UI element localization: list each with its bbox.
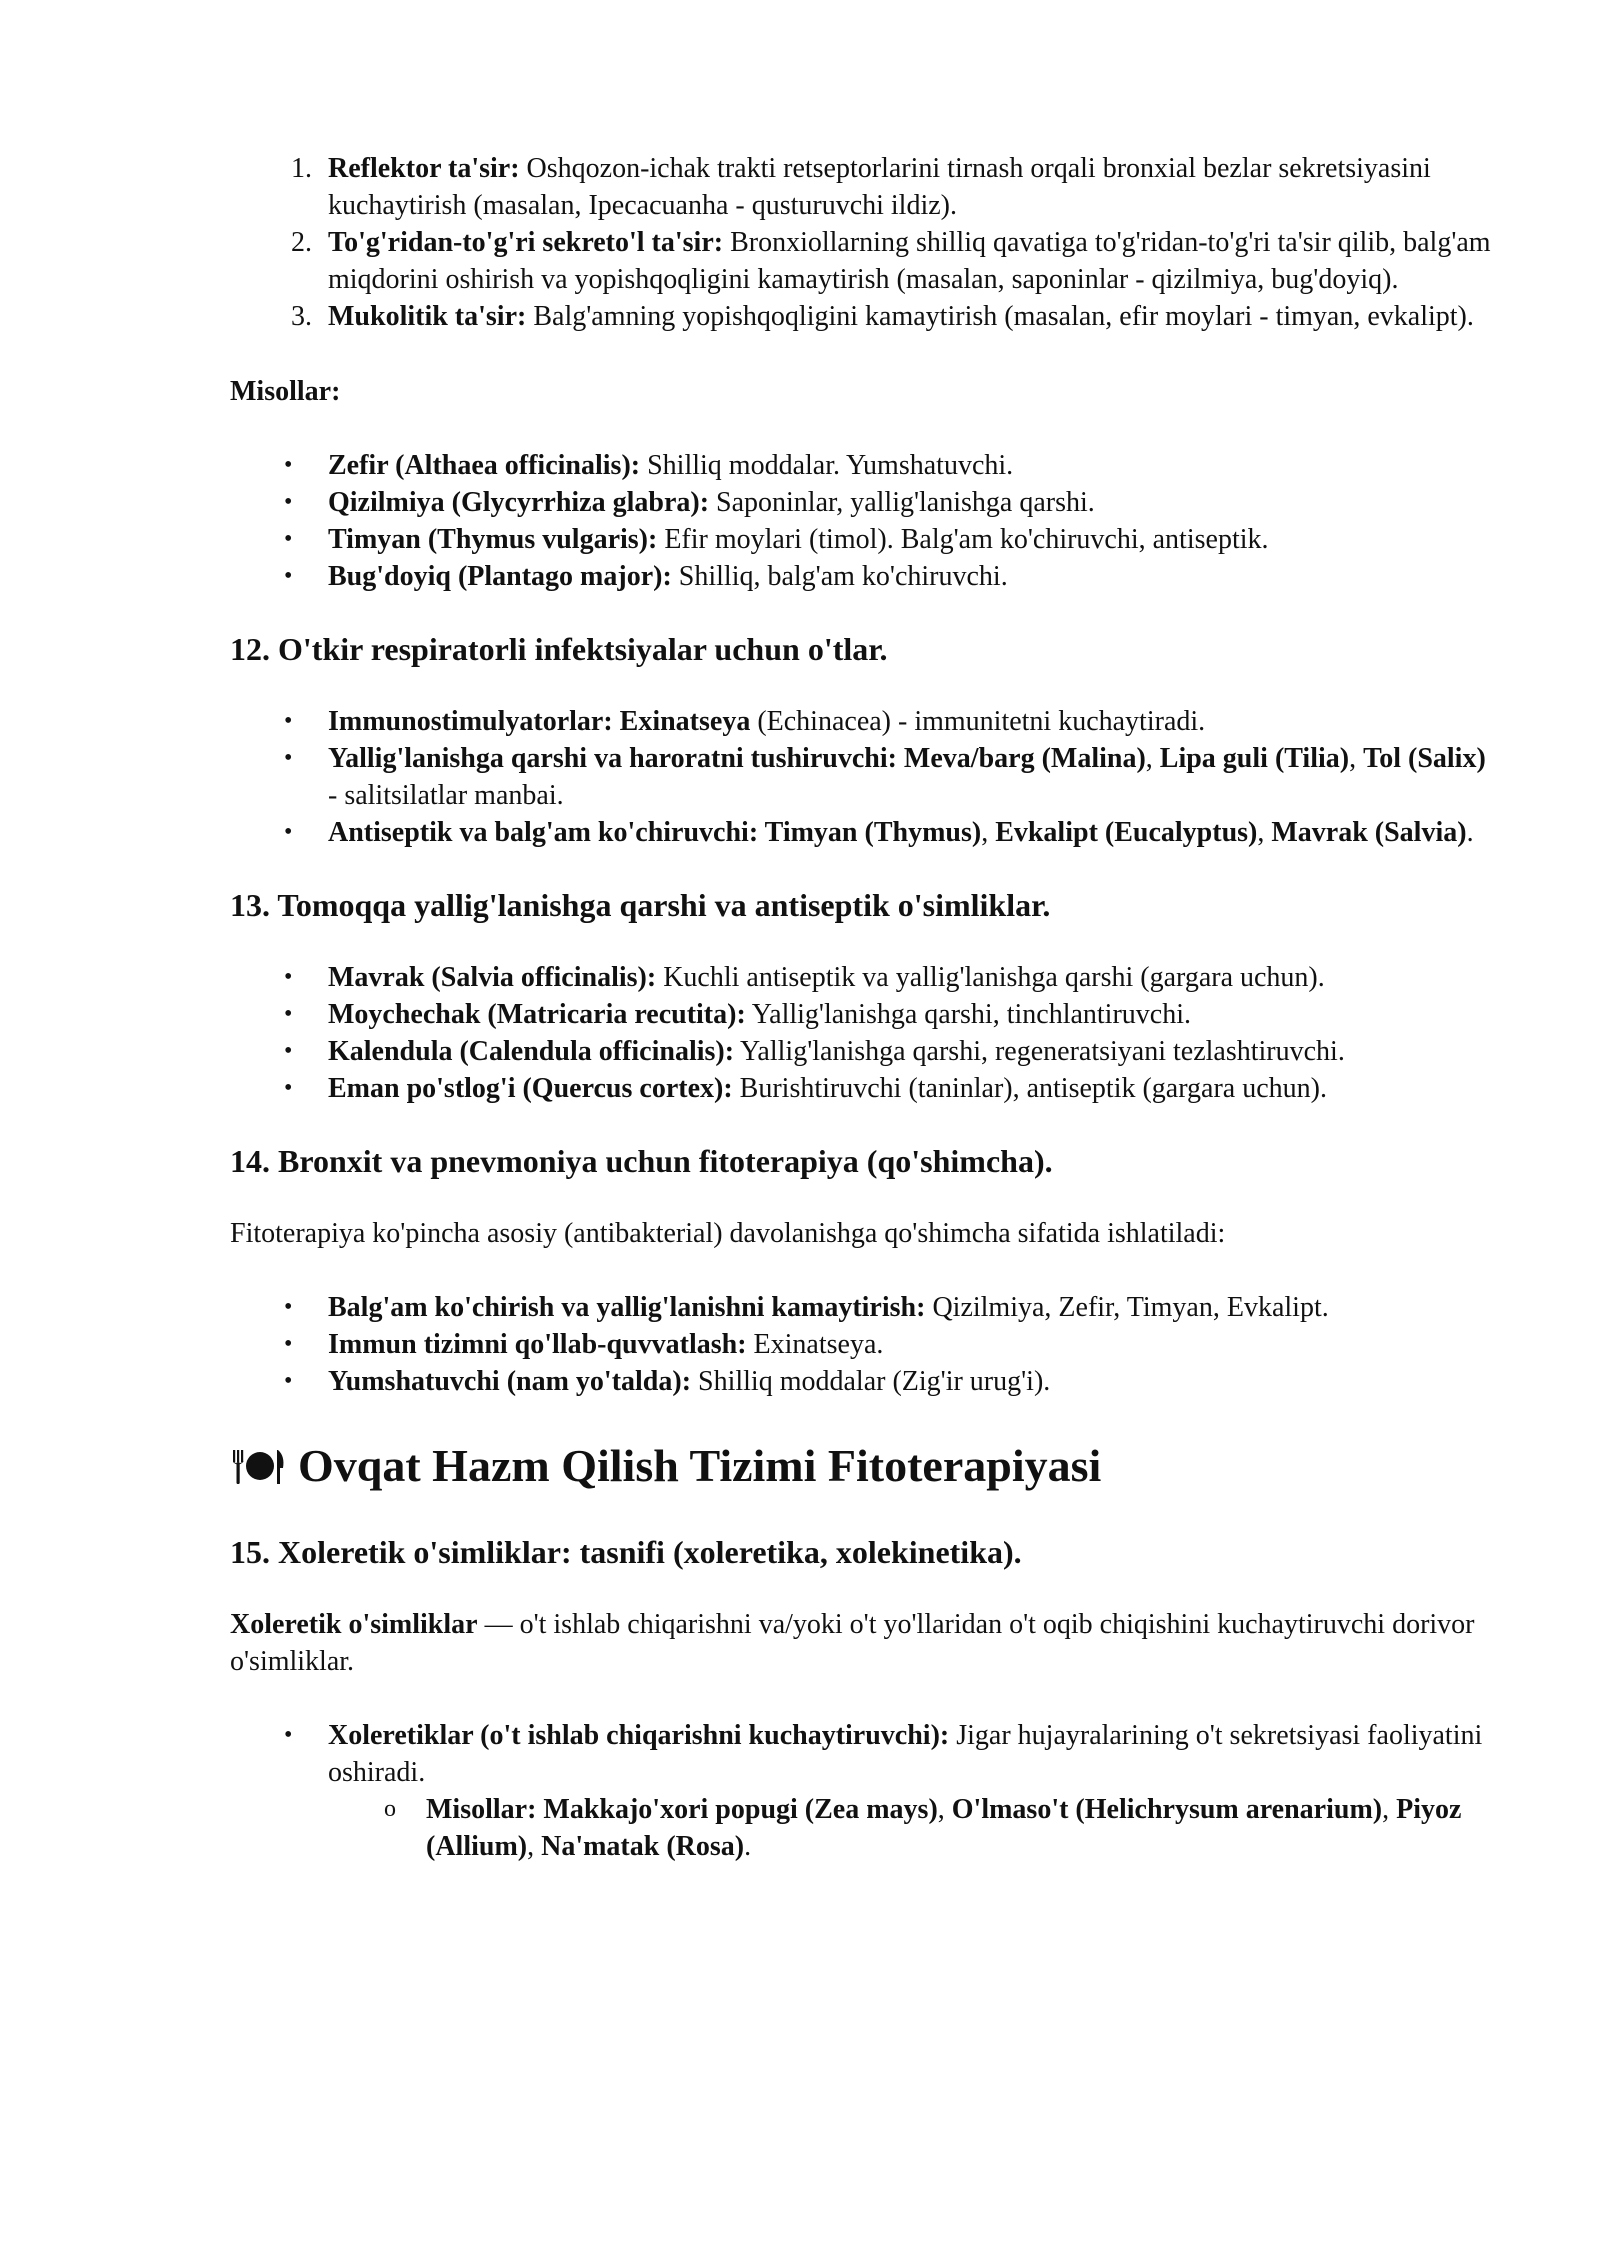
sub-bullet: o: [384, 1796, 396, 1822]
list-item: 2. To'g'ridan-to'g'ri sekreto'l ta'sir: Bronxiollarning shilliq qavatiga to'g'ridan-to'g'ri ta'sir qilib, balg'am miqdorini oshirish va yopishqoqligini kamaytirish (masalan, saponinlar - qizilmiya, bug'doyiq).: [291, 227, 1491, 295]
bullet: •: [284, 1722, 293, 1748]
s15-list: [230, 1717, 1500, 1865]
list-item: • Eman po'stlog'i (Quercus cortex): Burishtiruvchi (taninlar), antiseptik (gargara uchun).: [230, 1070, 1500, 1107]
list-item: • Kalendula (Calendula officinalis): Yallig'lanishga qarshi, regeneratsiyani tezlashtiruvchi.: [230, 1033, 1500, 1070]
list-item: • Qizilmiya (Glycyrrhiza glabra): Saponinlar, yallig'lanishga qarshi.: [230, 484, 1500, 521]
bullet: •: [284, 745, 293, 771]
paragraph: Fitoterapiya ko'pincha asosiy (antibakterial) davolanishga qo'shimcha sifatida ishlatiladi:: [230, 1218, 1226, 1249]
bullet: •: [284, 1001, 293, 1027]
list-item: • Immun tizimni qo'llab-quvvatlash: Exinatseya.: [230, 1326, 1500, 1363]
chapter-title: Ovqat Hazm Qilish Tizimi Fitoterapiyasi: [298, 1440, 1102, 1491]
list-item: • Timyan (Thymus vulgaris): Efir moylari (timol). Balg'am ko'chiruvchi, antiseptik.: [230, 521, 1500, 558]
examples-list: [230, 447, 1500, 595]
chapter-heading: [230, 1438, 1500, 1494]
section-heading-12: 12. O'tkir respiratorli infektsiyalar uchun o'tlar.: [230, 631, 888, 667]
bullet: •: [284, 708, 293, 734]
sub-list: [328, 1791, 1500, 1865]
list-item: • Yumshatuvchi (nam yo'talda): Shilliq moddalar (Zig'ir urug'i).: [230, 1363, 1500, 1400]
s14-list: [230, 1289, 1500, 1400]
section-heading-13: 13. Tomoqqa yallig'lanishga qarshi va antiseptik o'simliklar.: [230, 887, 1051, 923]
s12-list: [230, 703, 1500, 851]
list-item: • Zefir (Althaea officinalis): Shilliq moddalar. Yumshatuvchi.: [230, 447, 1500, 484]
list-item: • Yallig'lanishga qarshi va haroratni tushiruvchi: Meva/barg (Malina), Lipa guli (Tilia), Tol (Salix) - salitsilatlar manbai.: [230, 740, 1500, 814]
paragraph: Xoleretik o'simliklar — o't ishlab chiqarishni va/yoki o't yo'llaridan o't oqib chiqishini kuchaytiruvchi dorivor o'simliklar.: [230, 1609, 1475, 1677]
sub-list-item: o Misollar: Makkajo'xori popugi (Zea mays), O'lmaso't (Helichrysum arenarium), Piyoz (Allium), Na'matak (Rosa).: [328, 1791, 1500, 1865]
list-item: 3. Mukolitik ta'sir: Balg'amning yopishqoqligini kamaytirish (masalan, efir moylari - timyan, evkalipt).: [291, 301, 1474, 332]
bullet: •: [284, 1331, 293, 1357]
list-item: • Xoleretiklar (o't ishlab chiqarishni kuchaytiruvchi): Jigar hujayralarining o't sekretsiyasi faoliyatini oshiradi. o Misollar: Makkajo'xori popugi (Zea mays), O'lmaso't (Helichrysum arenarium), Piyoz (Allium), Na'matak (Rosa).: [230, 1717, 1500, 1865]
list-item: • Moychechak (Matricaria recutita): Yallig'lanishga qarshi, tinchlantiruvchi.: [230, 996, 1500, 1033]
mechanism-list: [230, 150, 1500, 335]
s13-list: [230, 959, 1500, 1107]
bullet: •: [284, 452, 293, 478]
list-item: • Mavrak (Salvia officinalis): Kuchli antiseptik va yallig'lanishga qarshi (gargara uchun).: [230, 959, 1500, 996]
bullet: •: [284, 1368, 293, 1394]
bullet: •: [284, 819, 293, 845]
section-heading-14: 14. Bronxit va pnevmoniya uchun fitoterapiya (qo'shimcha).: [230, 1143, 1053, 1179]
section-heading-15: 15. Xoleretik o'simliklar: tasnifi (xoleretika, xolekinetika).: [230, 1534, 1022, 1570]
list-item: • Antiseptik va balg'am ko'chiruvchi: Timyan (Thymus), Evkalipt (Eucalyptus), Mavrak (Salvia).: [230, 814, 1500, 851]
examples-label: Misollar:: [230, 376, 341, 407]
bullet: •: [284, 1075, 293, 1101]
fork-and-knife-with-plate-icon: [230, 1446, 288, 1486]
list-item: 1. Reflektor ta'sir: Oshqozon-ichak trakti retseptorlarini tirnash orqali bronxial bezlar sekretsiyasini kuchaytirish (masalan, Ipecacuanha - qusturuvchi ildiz).: [291, 153, 1431, 221]
bullet: •: [284, 964, 293, 990]
list-item: • Balg'am ko'chirish va yallig'lanishni kamaytirish: Qizilmiya, Zefir, Timyan, Evkalipt.: [230, 1289, 1500, 1326]
bullet: •: [284, 563, 293, 589]
document-content: [230, 150, 1500, 1865]
bullet: •: [284, 1294, 293, 1320]
bullet: •: [284, 489, 293, 515]
list-item: • Bug'doyiq (Plantago major): Shilliq, balg'am ko'chiruvchi.: [230, 558, 1500, 595]
list-item: • Immunostimulyatorlar: Exinatseya (Echinacea) - immunitetni kuchaytiradi.: [230, 703, 1500, 740]
bullet: •: [284, 526, 293, 552]
bullet: •: [284, 1038, 293, 1064]
